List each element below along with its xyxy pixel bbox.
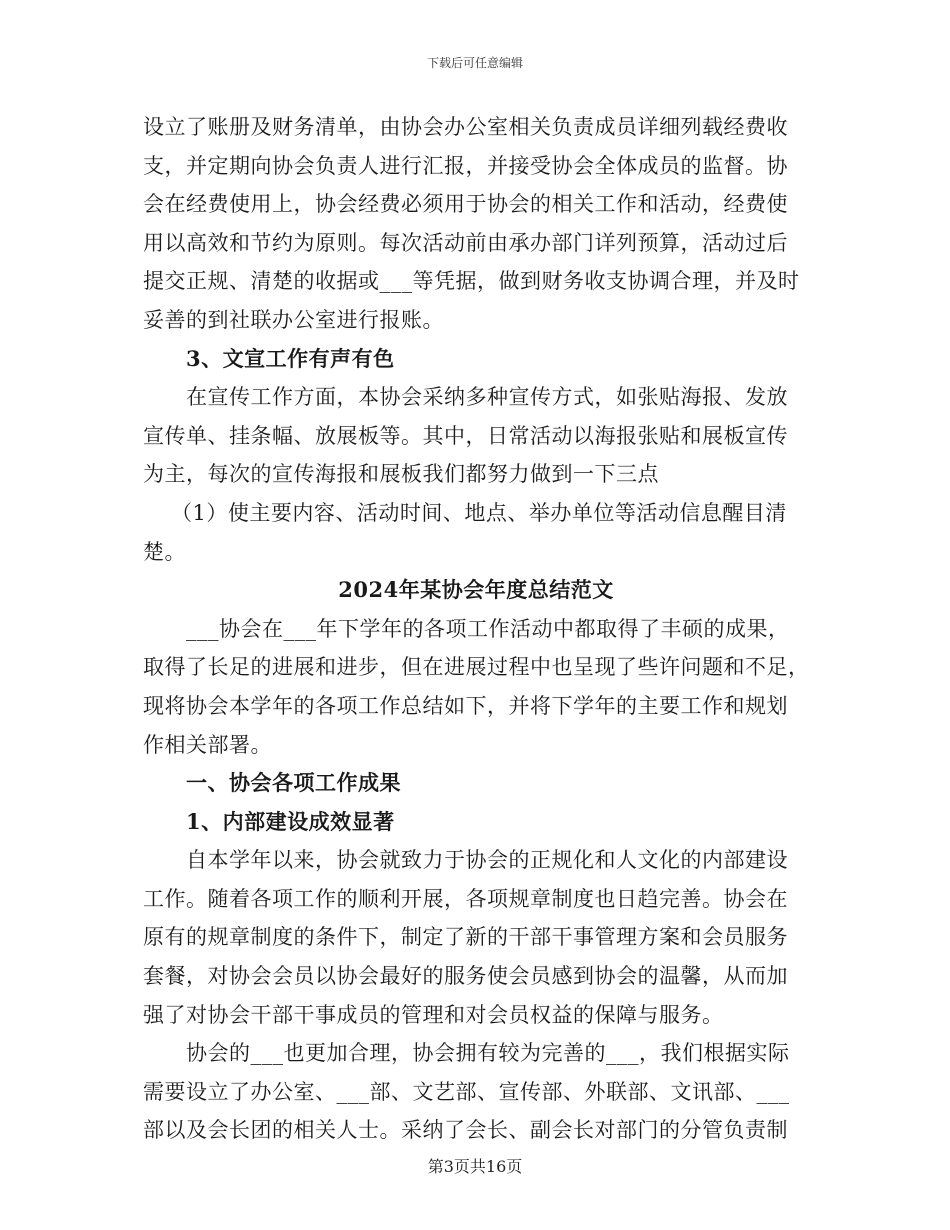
paragraph-line: 作相关部署。 — [143, 732, 272, 757]
paragraph-line: 为主，每次的宣传海报和展板我们都努力做到一下三点 — [143, 462, 659, 487]
paragraph-line: 支，并定期向协会负责人进行汇报，并接受协会全体成员的监督。协 — [143, 153, 788, 178]
paragraph-line: 提交正规、清楚的收据或___等凭据，做到财务收支协调合理，并及时 — [143, 269, 800, 294]
document-title: 2024年某协会年度总结范文 — [338, 577, 614, 603]
paragraph-line: 设立了账册及财务清单，由协会办公室相关负责成员详细列载经费收 — [143, 115, 788, 139]
paragraph-line: 协会的___也更加合理，协会拥有较为完善的___，我们根据实际 — [186, 1041, 790, 1066]
paragraph-line: 强了对协会干部干事成员的管理和对会员权益的保障与服务。 — [143, 1002, 724, 1027]
paragraph-line: 自本学年以来，协会就致力于协会的正规化和人文化的内部建设 — [186, 848, 788, 873]
section-heading: 3、文宣工作有声有色 — [186, 345, 395, 371]
paragraph-line: 工作。随着各项工作的顺利开展，各项规章制度也日趋完善。协会在 — [143, 886, 788, 911]
document-body — [143, 108, 809, 1150]
paragraph-line: 用以高效和节约为原则。每次活动前由承办部门详列预算，活动过后 — [143, 230, 788, 255]
paragraph-line: 在宣传工作方面，本协会采纳多种宣传方式，如张贴海报、发放 — [186, 385, 788, 410]
subsection-heading: 1、内部建设成效显著 — [186, 808, 395, 834]
paragraph-line: 妥善的到社联办公室进行报账。 — [143, 307, 444, 332]
paragraph-line: 原有的规章制度的条件下，制定了新的干部干事管理方案和会员服务 — [143, 925, 788, 950]
paragraph-line: 宣传单、挂条幅、放展板等。其中，日常活动以海报张贴和展板宣传 — [143, 423, 788, 448]
paragraph-line: 需要设立了办公室、___部、文艺部、宣传部、外联部、文讯部、___ — [143, 1079, 790, 1104]
paragraph-line: 套餐，对协会会员以协会最好的服务使会员感到协会的温馨，从而加 — [143, 964, 788, 989]
paragraph-line: 楚。 — [143, 539, 186, 564]
section-heading: 一、协会各项工作成果 — [186, 770, 401, 796]
paragraph-line: 会在经费使用上，协会经费必须用于协会的相关工作和活动，经费使 — [143, 192, 788, 217]
list-item-line: （1）使主要内容、活动时间、地点、举办单位等活动信息醒目清 — [171, 500, 787, 525]
page-footer: 第3页共16页 — [427, 1157, 523, 1176]
header-note: 下载后可任意编辑 — [426, 56, 523, 70]
paragraph-line: 现将协会本学年的各项工作总结如下，并将下学年的主要工作和规划 — [143, 693, 788, 718]
paragraph-line: 取得了长足的进展和进步，但在进展过程中也呈现了些许问题和不足， — [143, 655, 810, 680]
paragraph-line: ___协会在___年下学年的各项工作活动中都取得了丰硕的成果， — [186, 616, 790, 641]
paragraph-line: 部以及会长团的相关人士。采纳了会长、副会长对部门的分管负责制 — [143, 1118, 788, 1143]
